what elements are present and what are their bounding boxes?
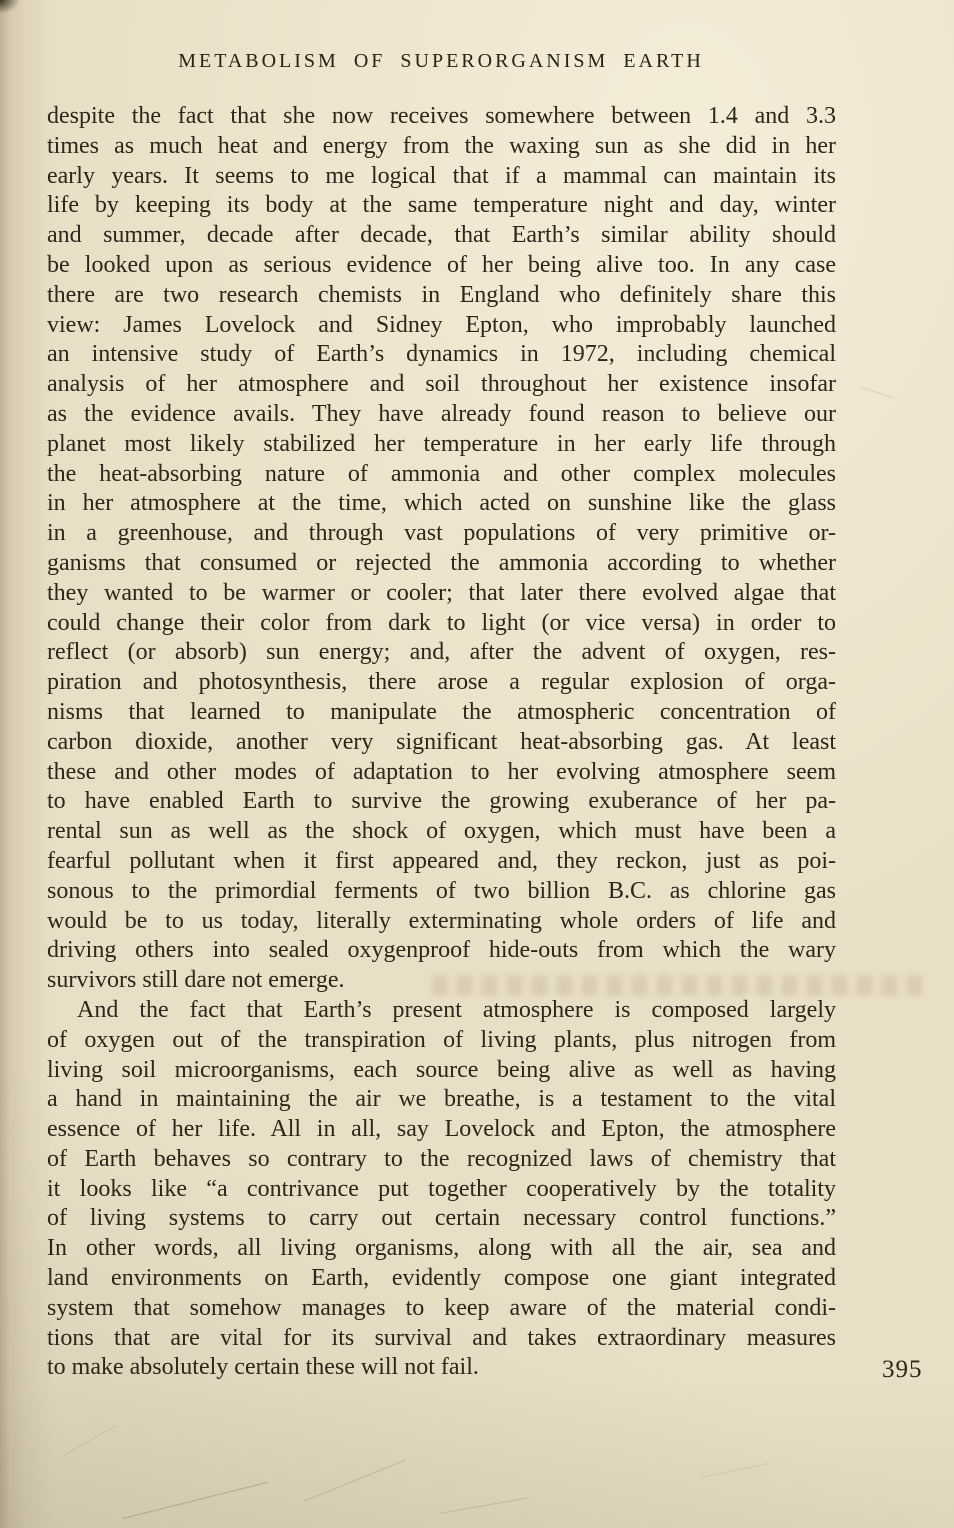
text-line: in a greenhouse, and through vast populations of very primitive or- bbox=[47, 520, 836, 547]
text-line: would be to us today, literally exterminating whole orders of life and bbox=[47, 907, 836, 934]
text-line: sonous to the primordial ferments of two billion B.C. as chlorine gas bbox=[47, 877, 836, 904]
text-line: to have enabled Earth to survive the growing exuberance of her pa- bbox=[47, 788, 836, 815]
text-line: these and other modes of adaptation to her evolving atmosphere seem bbox=[47, 758, 836, 785]
paragraph bbox=[47, 102, 836, 996]
ink-showthrough-smudge bbox=[432, 975, 924, 996]
text-line: reflect (or absorb) sun energy; and, after the advent of oxygen, res- bbox=[47, 639, 836, 666]
text-line: fearful pollutant when it first appeared and, they reckon, just as poi- bbox=[47, 847, 836, 874]
text-line: piration and photosynthesis, there arose a regular explosion of orga- bbox=[47, 669, 836, 696]
paragraph bbox=[47, 996, 836, 1383]
text-line: of oxygen out of the transpiration of living plants, plus nitrogen from bbox=[47, 1026, 836, 1053]
text-line: of living systems to carry out certain necessary control functions.” bbox=[47, 1205, 836, 1232]
text-line: carbon dioxide, another very significant heat-absorbing gas. At least bbox=[47, 728, 836, 755]
text-line: living soil microorganisms, each source being alive as well as having bbox=[47, 1056, 836, 1083]
text-line: despite the fact that she now receives somewhere between 1.4 and 3.3 bbox=[47, 103, 836, 129]
text-line: times as much heat and energy from the waxing sun as she did in her bbox=[47, 132, 836, 159]
body-text bbox=[47, 102, 836, 1383]
text-line: And the fact that Earth’s present atmosphere is composed largely bbox=[77, 996, 836, 1023]
text-line: land environments on Earth, evidently compose one giant integrated bbox=[47, 1265, 836, 1292]
text-line: in her atmosphere at the time, which acted on sunshine like the glass bbox=[47, 490, 836, 517]
text-line: a hand in maintaining the air we breathe, is a testament to the vital bbox=[47, 1086, 836, 1113]
text-line: of Earth behaves so contrary to the recognized laws of chemistry that bbox=[47, 1145, 836, 1172]
text-line: system that somehow manages to keep aware of the material condi- bbox=[47, 1294, 836, 1321]
text-line: In other words, all living organisms, along with all the air, sea and bbox=[47, 1235, 836, 1262]
scan-corner-mark bbox=[0, 0, 20, 14]
running-head: METABOLISM OF SUPERORGANISM EARTH bbox=[178, 50, 704, 72]
text-line: essence of her life. All in all, say Lovelock and Epton, the atmosphere bbox=[47, 1116, 836, 1143]
text-line: planet most likely stabilized her temperature in her early life through bbox=[47, 430, 836, 457]
text-line: survivors still dare not emerge. bbox=[47, 967, 345, 994]
text-line: nisms that learned to manipulate the atmospheric concentration of bbox=[47, 698, 836, 725]
text-line: view: James Lovelock and Sidney Epton, who improbably launched bbox=[47, 311, 836, 338]
text-line: to make absolutely certain these will not fail. bbox=[47, 1354, 479, 1381]
text-line: an intensive study of Earth’s dynamics in 1972, including chemical bbox=[47, 341, 836, 368]
text-line: be looked upon as serious evidence of her being alive too. In any case bbox=[47, 251, 836, 278]
text-line: there are two research chemists in England who definitely share this bbox=[47, 281, 836, 308]
text-line: the heat-absorbing nature of ammonia and other complex molecules bbox=[47, 460, 836, 487]
text-line: could change their color from dark to light (or vice versa) in order to bbox=[47, 609, 836, 636]
text-line: as the evidence avails. They have already found reason to believe our bbox=[47, 400, 836, 427]
text-line: they wanted to be warmer or cooler; that later there evolved algae that bbox=[47, 579, 836, 606]
page-number: 395 bbox=[882, 1356, 923, 1383]
text-line: tions that are vital for its survival and takes extraordinary measures bbox=[47, 1324, 836, 1351]
text-line: ganisms that consumed or rejected the ammonia according to whether bbox=[47, 549, 836, 576]
text-line: driving others into sealed oxygenproof hide-outs from which the wary bbox=[47, 937, 836, 964]
text-line: it looks like “a contrivance put together cooperatively by the totality bbox=[47, 1175, 836, 1202]
text-line: and summer, decade after decade, that Earth’s similar ability should bbox=[47, 222, 836, 249]
text-line: early years. It seems to me logical that if a mammal can maintain its bbox=[47, 162, 836, 189]
text-line: analysis of her atmosphere and soil throughout her existence insofar bbox=[47, 371, 836, 398]
text-line: life by keeping its body at the same temperature night and day, winter bbox=[47, 192, 836, 219]
text-line: rental sun as well as the shock of oxygen, which must have been a bbox=[47, 818, 836, 845]
